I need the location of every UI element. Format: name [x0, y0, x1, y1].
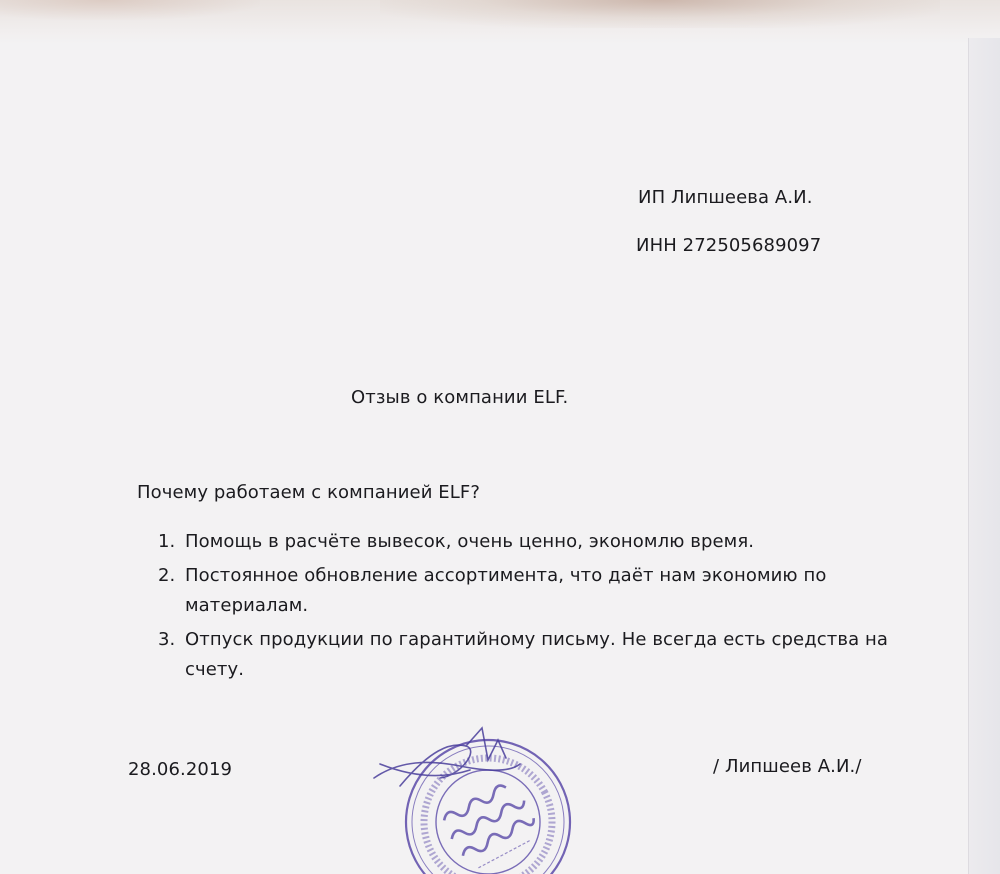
scan-page-edge [968, 38, 1000, 874]
signature-name: / Липшеев А.И./ [713, 756, 862, 777]
list-item-line: материалам. [185, 595, 309, 616]
header-inn: ИНН 272505689097 [636, 235, 822, 256]
list-item-line: Отпуск продукции по гарантийному письму. Не всегда есть средства на [185, 629, 889, 650]
list-item-line: Помощь в расчёте вывесок, очень ценно, экономлю время. [185, 531, 755, 552]
list-item-number: 3. [158, 629, 176, 650]
scan-stain-left [0, 0, 260, 20]
list-item-number: 1. [158, 531, 176, 552]
handwritten-signature [370, 720, 530, 800]
list-item-line: Постоянное обновление ассортимента, что даёт нам экономию по [185, 565, 827, 586]
header-company: ИП Липшеева А.И. [638, 187, 813, 208]
document-date: 28.06.2019 [128, 759, 233, 780]
list-item-number: 2. [158, 565, 176, 586]
question-text: Почему работаем с компанией ELF? [137, 482, 481, 503]
document-title: Отзыв о компании ELF. [351, 387, 569, 408]
list-item-line: счету. [185, 659, 245, 680]
scan-stain [380, 0, 940, 28]
